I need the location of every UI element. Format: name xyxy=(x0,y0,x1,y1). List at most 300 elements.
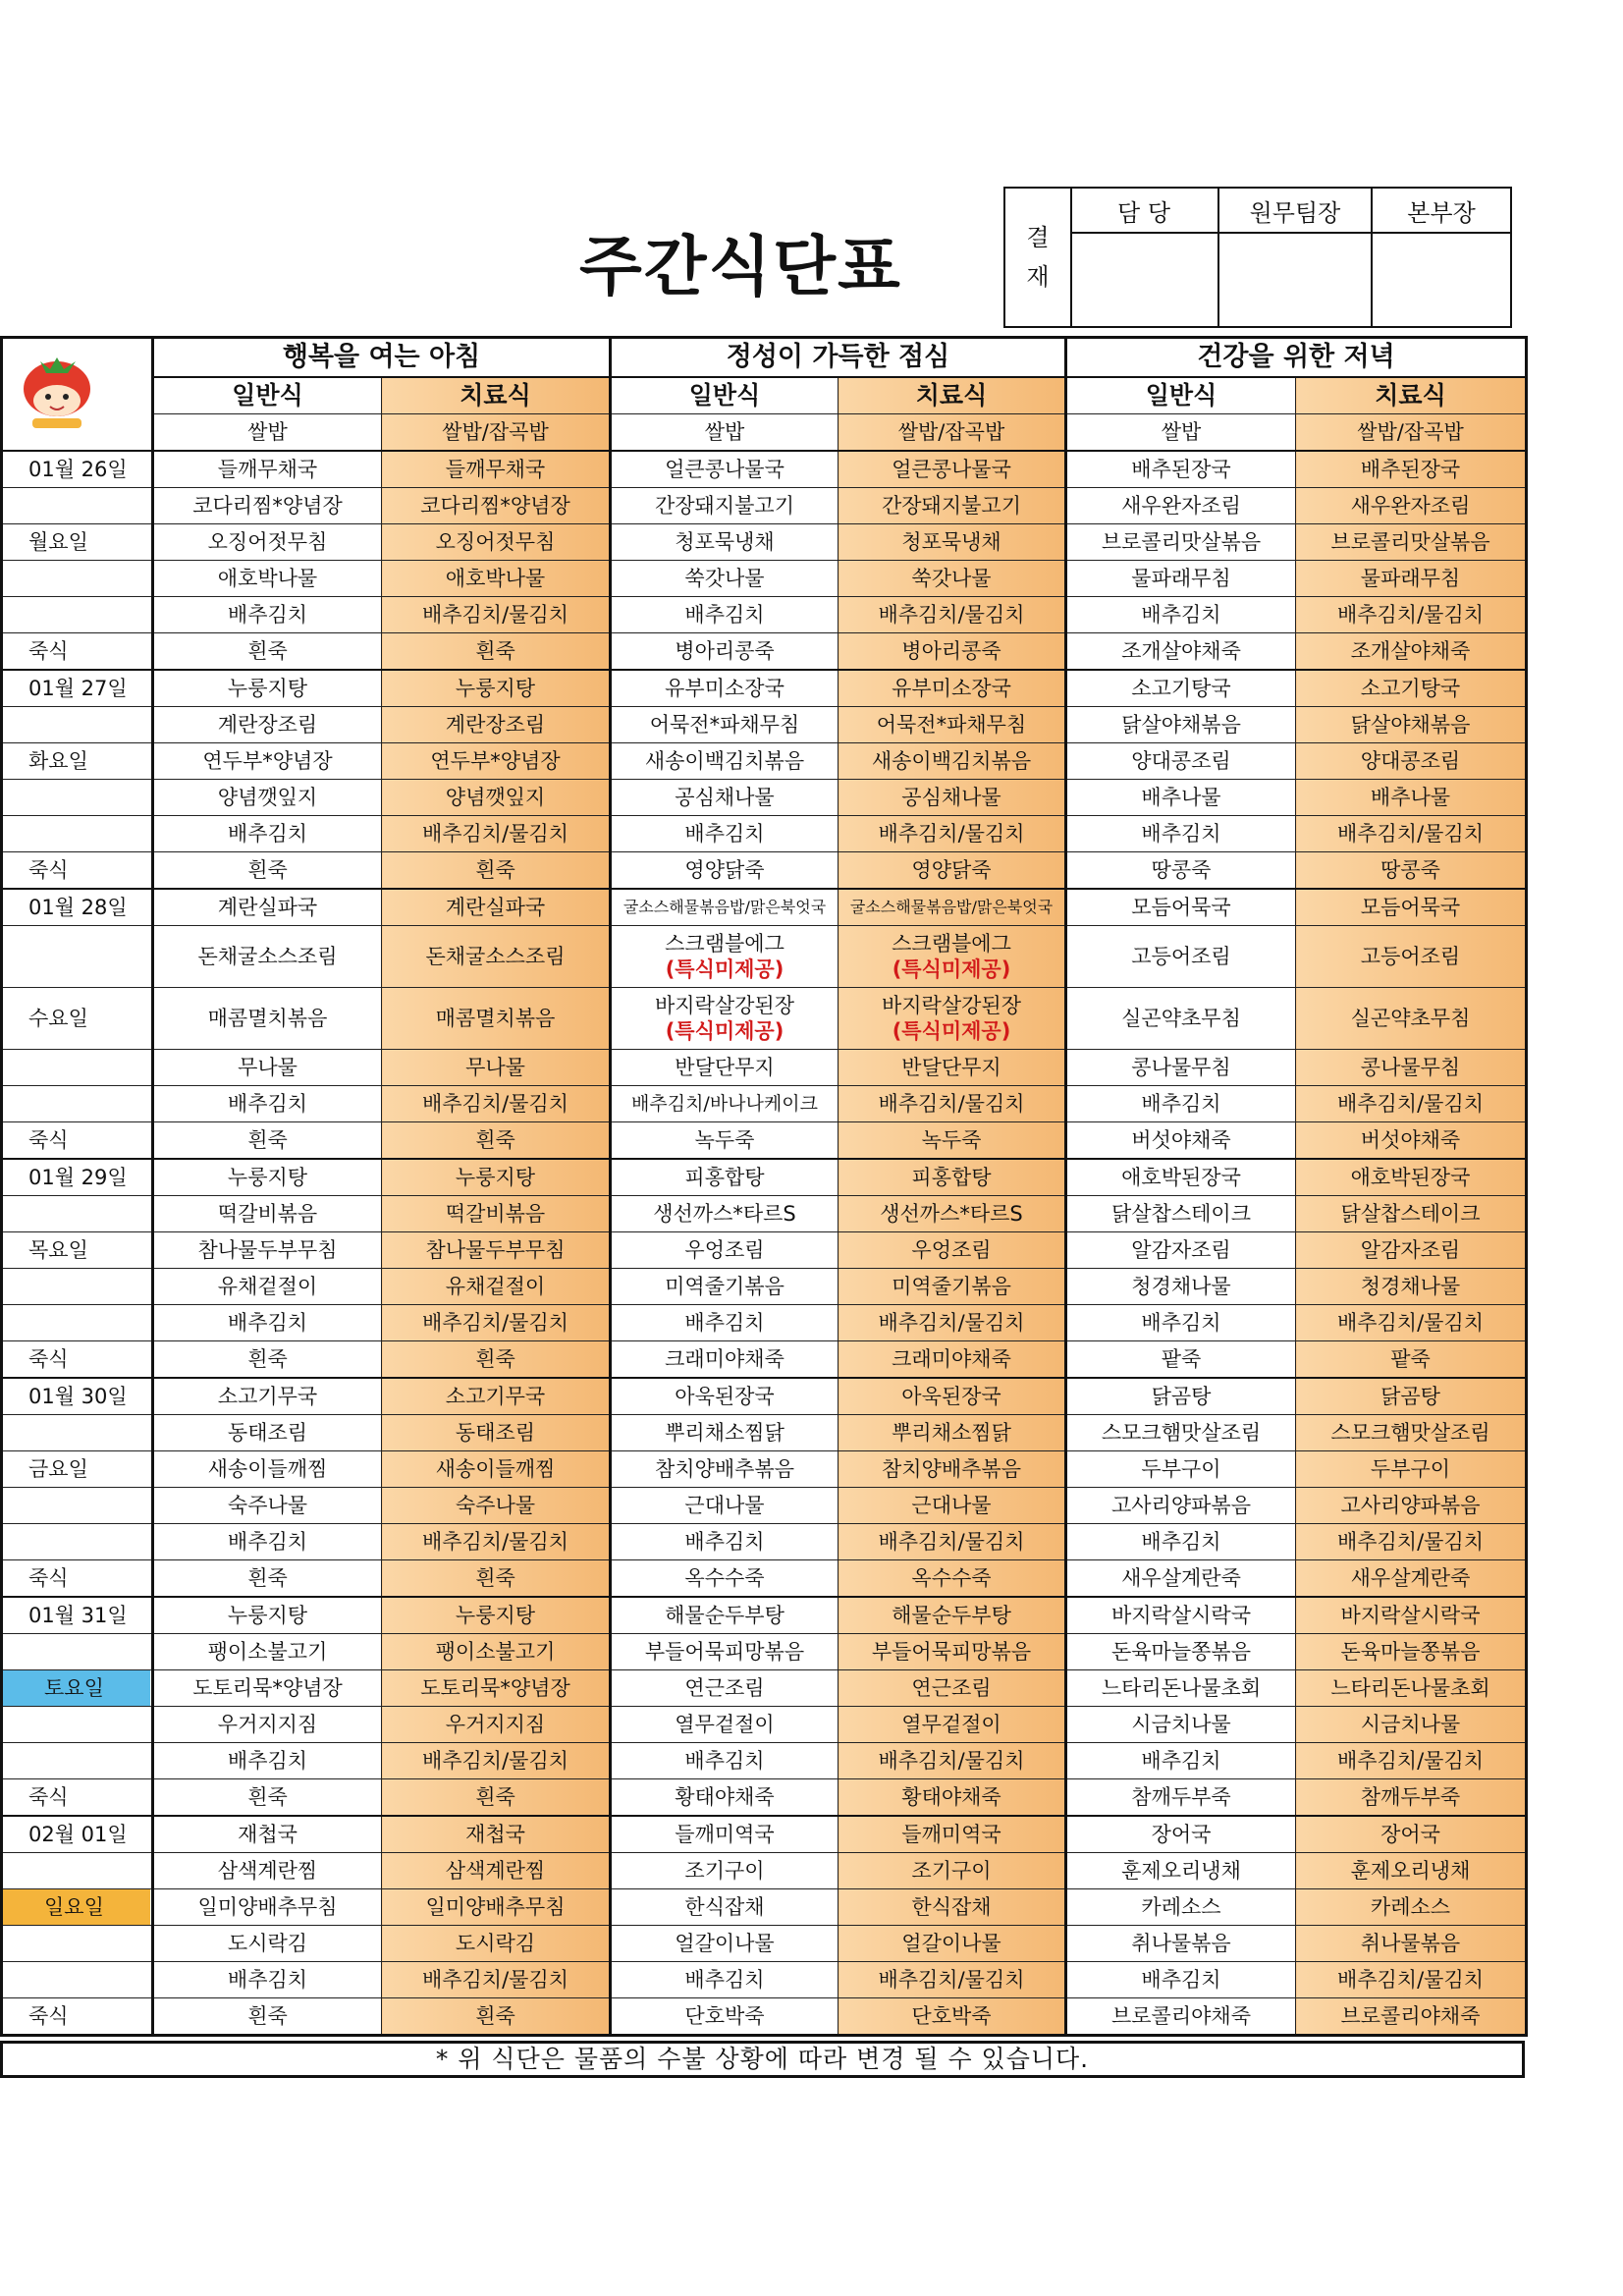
menu-cell: 배추된장국 xyxy=(1296,451,1527,488)
menu-cell: 재첩국 xyxy=(382,1816,611,1853)
type-general: 일반식 xyxy=(611,377,839,414)
tomato-mascot-icon xyxy=(3,340,111,438)
menu-cell: 버섯야채죽 xyxy=(1296,1122,1527,1160)
menu-cell: 어묵전*파채무침 xyxy=(839,707,1066,743)
menu-cell: 부들어묵피망볶음 xyxy=(611,1634,839,1670)
menu-cell: 도시락김 xyxy=(382,1926,611,1962)
menu-cell: 장어국 xyxy=(1066,1816,1296,1853)
menu-cell: 닭살찹스테이크 xyxy=(1296,1196,1527,1232)
menu-cell: 얼갈이나물 xyxy=(611,1926,839,1962)
menu-cell: 브로콜리야채죽 xyxy=(1066,1998,1296,2036)
menu-cell: 양대콩조림 xyxy=(1066,743,1296,780)
menu-cell: 닭살찹스테이크 xyxy=(1066,1196,1296,1232)
menu-cell: 배추김치 xyxy=(611,816,839,852)
day-date: 01월 28일 xyxy=(2,889,153,926)
type-general: 일반식 xyxy=(153,377,382,414)
menu-cell: 모듬어묵국 xyxy=(1296,889,1527,926)
menu-cell: 유부미소장국 xyxy=(839,670,1066,707)
menu-cell: 어묵전*파채무침 xyxy=(611,707,839,743)
menu-cell: 시금치나물 xyxy=(1296,1707,1527,1743)
menu-cell: 두부구이 xyxy=(1296,1451,1527,1488)
menu-cell: 양대콩조림 xyxy=(1296,743,1527,780)
menu-cell: 흰죽 xyxy=(382,1122,611,1160)
menu-cell: 얼큰콩나물국 xyxy=(839,451,1066,488)
no-special-meal-note: (특식미제공) xyxy=(892,957,1011,981)
rice-general: 쌀밥 xyxy=(611,414,839,452)
menu-cell: 배추김치/물김치 xyxy=(1296,1305,1527,1341)
menu-cell: 새우살계란죽 xyxy=(1066,1560,1296,1598)
menu-cell: 배추김치 xyxy=(611,597,839,633)
menu-cell: 배추김치 xyxy=(153,1086,382,1122)
day-date: 02월 01일 xyxy=(2,1816,153,1853)
rice-general: 쌀밥 xyxy=(1066,414,1296,452)
day-weekday: 수요일 xyxy=(2,988,153,1050)
menu-cell: 뿌리채소찜닭 xyxy=(839,1415,1066,1451)
menu-cell: 팽이소불고기 xyxy=(382,1634,611,1670)
menu-cell: 새송이백김치볶음 xyxy=(611,743,839,780)
menu-cell: 배추김치/물김치 xyxy=(1296,1086,1527,1122)
menu-cell: 동태조림 xyxy=(382,1415,611,1451)
menu-cell: 닭곰탕 xyxy=(1296,1378,1527,1415)
section-lunch: 정성이 가득한 점심 xyxy=(611,338,1066,378)
juk-label: 죽식 xyxy=(2,633,153,671)
approval-col-team-lead: 원무팀장 xyxy=(1219,189,1373,326)
menu-cell: 팥죽 xyxy=(1066,1341,1296,1379)
menu-cell: 배추김치/물김치 xyxy=(839,1743,1066,1779)
menu-cell: 흰죽 xyxy=(153,633,382,671)
menu-cell: 참깨두부죽 xyxy=(1296,1779,1527,1817)
rice-general: 쌀밥 xyxy=(153,414,382,452)
approval-col-manager: 담 당 xyxy=(1070,189,1219,326)
menu-cell: 카레소스 xyxy=(1296,1889,1527,1926)
menu-cell: 고등어조림 xyxy=(1066,926,1296,988)
menu-cell: 한식잡채 xyxy=(611,1889,839,1926)
type-therapy: 치료식 xyxy=(1296,377,1527,414)
menu-cell: 시금치나물 xyxy=(1066,1707,1296,1743)
menu-cell: 돈육마늘쫑볶음 xyxy=(1066,1634,1296,1670)
rice-therapy: 쌀밥/잡곡밥 xyxy=(1296,414,1527,452)
menu-cell: 병아리콩죽 xyxy=(839,633,1066,671)
menu-cell: 일미양배추무침 xyxy=(382,1889,611,1926)
menu-cell: 누룽지탕 xyxy=(382,1159,611,1196)
menu-cell: 연근조림 xyxy=(611,1670,839,1707)
menu-cell: 숙주나물 xyxy=(153,1488,382,1524)
menu-cell: 땅콩죽 xyxy=(1296,852,1527,890)
menu-cell: 스모크햄맛살조림 xyxy=(1066,1415,1296,1451)
menu-cell: 녹두죽 xyxy=(839,1122,1066,1160)
menu-cell: 청경채나물 xyxy=(1066,1269,1296,1305)
menu-cell: 두부구이 xyxy=(1066,1451,1296,1488)
menu-cell: 도토리묵*양념장 xyxy=(153,1670,382,1707)
menu-cell: 흰죽 xyxy=(382,1779,611,1817)
menu-cell: 흰죽 xyxy=(382,633,611,671)
menu-cell: 소고기무국 xyxy=(153,1378,382,1415)
menu-cell: 흰죽 xyxy=(153,1998,382,2036)
menu-cell: 배추김치/물김치 xyxy=(382,816,611,852)
menu-cell: 조개살야채죽 xyxy=(1066,633,1296,671)
menu-cell: 계란실파국 xyxy=(382,889,611,926)
menu-cell: 굴소스해물볶음밥/맑은북엇국 xyxy=(839,889,1066,926)
menu-cell: 알감자조림 xyxy=(1296,1232,1527,1269)
menu-cell: 배추김치 xyxy=(153,1962,382,1998)
menu-cell: 배추김치/물김치 xyxy=(382,1524,611,1560)
menu-cell: 배추김치/물김치 xyxy=(1296,1962,1527,1998)
menu-cell: 공심채나물 xyxy=(839,780,1066,816)
menu-cell: 연두부*양념장 xyxy=(382,743,611,780)
menu-cell: 배추김치 xyxy=(611,1524,839,1560)
menu-cell: 누룽지탕 xyxy=(153,1597,382,1634)
menu-cell: 뿌리채소찜닭 xyxy=(611,1415,839,1451)
menu-cell: 녹두죽 xyxy=(611,1122,839,1160)
section-breakfast: 행복을 여는 아침 xyxy=(153,338,611,378)
menu-cell: 계란실파국 xyxy=(153,889,382,926)
menu-cell: 느타리돈나물초회 xyxy=(1296,1670,1527,1707)
menu-cell: 누룽지탕 xyxy=(153,1159,382,1196)
menu-cell: 배추김치/물김치 xyxy=(382,1962,611,1998)
menu-cell: 삼색계란찜 xyxy=(153,1853,382,1889)
menu-cell: 배추김치 xyxy=(1066,1305,1296,1341)
menu-cell: 조기구이 xyxy=(839,1853,1066,1889)
day-date: 01월 26일 xyxy=(2,451,153,488)
menu-cell: 흰죽 xyxy=(153,1779,382,1817)
menu-cell: 배추김치/물김치 xyxy=(839,1086,1066,1122)
menu-cell: 들깨미역국 xyxy=(611,1816,839,1853)
section-dinner: 건강을 위한 저녁 xyxy=(1066,338,1527,378)
menu-cell: 흰죽 xyxy=(382,1998,611,2036)
menu-cell-with-note: 스크램블에그 (특식미제공) xyxy=(839,926,1066,988)
menu-cell: 흰죽 xyxy=(153,1122,382,1160)
page-title: 주간식단표 xyxy=(579,229,902,304)
menu-cell: 조기구이 xyxy=(611,1853,839,1889)
menu-cell: 새송이들깨찜 xyxy=(153,1451,382,1488)
menu-cell: 브로콜리맛살볶음 xyxy=(1066,524,1296,561)
menu-cell: 매콤멸치볶음 xyxy=(382,988,611,1050)
menu-cell: 애호박된장국 xyxy=(1066,1159,1296,1196)
menu-cell: 배추김치/물김치 xyxy=(1296,1743,1527,1779)
menu-cell: 취나물볶음 xyxy=(1066,1926,1296,1962)
menu-cell: 고등어조림 xyxy=(1296,926,1527,988)
day-date: 01월 29일 xyxy=(2,1159,153,1196)
approval-col-director: 본부장 xyxy=(1373,189,1510,326)
menu-cell: 간장돼지불고기 xyxy=(611,488,839,524)
menu-cell: 닭곰탕 xyxy=(1066,1378,1296,1415)
juk-label: 죽식 xyxy=(2,852,153,890)
menu-cell: 피홍합탕 xyxy=(611,1159,839,1196)
menu-cell: 바지락살시락국 xyxy=(1066,1597,1296,1634)
menu-cell: 흰죽 xyxy=(153,1560,382,1598)
menu-cell: 소고기탕국 xyxy=(1296,670,1527,707)
menu-cell: 배추김치 xyxy=(153,597,382,633)
menu-cell: 해물순두부탕 xyxy=(611,1597,839,1634)
menu-cell: 영양닭죽 xyxy=(839,852,1066,890)
menu-cell: 재첩국 xyxy=(153,1816,382,1853)
menu-cell: 배추김치/물김치 xyxy=(1296,1524,1527,1560)
menu-cell: 숙주나물 xyxy=(382,1488,611,1524)
menu-cell: 청포묵냉채 xyxy=(839,524,1066,561)
menu-cell: 배추김치 xyxy=(611,1743,839,1779)
menu-cell: 굴소스해물볶음밥/맑은북엇국 xyxy=(611,889,839,926)
juk-label: 죽식 xyxy=(2,1560,153,1598)
menu-cell: 닭살야채볶음 xyxy=(1066,707,1296,743)
menu-cell: 배추김치 xyxy=(1066,1962,1296,1998)
menu-cell: 배추김치 xyxy=(1066,597,1296,633)
menu-cell: 단호박죽 xyxy=(839,1998,1066,2036)
menu-cell: 참나물두부무침 xyxy=(382,1232,611,1269)
menu-cell: 모듬어묵국 xyxy=(1066,889,1296,926)
menu-cell: 애호박나물 xyxy=(382,561,611,597)
menu-cell: 오징어젓무침 xyxy=(153,524,382,561)
menu-cell: 얼큰콩나물국 xyxy=(611,451,839,488)
menu-cell: 계란장조림 xyxy=(153,707,382,743)
menu-cell: 우엉조림 xyxy=(839,1232,1066,1269)
day-weekday-saturday: 토요일 xyxy=(3,1670,150,1706)
menu-cell: 미역줄기볶음 xyxy=(839,1269,1066,1305)
menu-cell: 무나물 xyxy=(382,1050,611,1086)
menu-cell: 한식잡채 xyxy=(839,1889,1066,1926)
menu-cell: 우거지지짐 xyxy=(153,1707,382,1743)
menu-cell: 브로콜리맛살볶음 xyxy=(1296,524,1527,561)
menu-cell: 소고기무국 xyxy=(382,1378,611,1415)
menu-cell: 얼갈이나물 xyxy=(839,1926,1066,1962)
menu-cell: 황태야채죽 xyxy=(839,1779,1066,1817)
menu-cell: 배추김치/물김치 xyxy=(839,597,1066,633)
no-special-meal-note: (특식미제공) xyxy=(892,1019,1011,1043)
juk-label: 죽식 xyxy=(2,1998,153,2036)
menu-cell: 매콤멸치볶음 xyxy=(153,988,382,1050)
juk-label: 죽식 xyxy=(2,1122,153,1160)
menu-cell: 배추나물 xyxy=(1296,780,1527,816)
type-therapy: 치료식 xyxy=(382,377,611,414)
menu-cell: 버섯야채죽 xyxy=(1066,1122,1296,1160)
menu-cell: 카레소스 xyxy=(1066,1889,1296,1926)
menu-cell: 옥수수죽 xyxy=(611,1560,839,1598)
menu-cell: 느타리돈나물초회 xyxy=(1066,1670,1296,1707)
menu-cell: 배추김치 xyxy=(611,1962,839,1998)
menu-cell: 배추김치 xyxy=(1066,1524,1296,1560)
menu-cell: 닭살야채볶음 xyxy=(1296,707,1527,743)
menu-cell: 실곤약초무침 xyxy=(1296,988,1527,1050)
menu-cell: 영양닭죽 xyxy=(611,852,839,890)
menu-cell: 누룽지탕 xyxy=(382,670,611,707)
menu-cell: 흰죽 xyxy=(153,852,382,890)
menu-cell: 실곤약초무침 xyxy=(1066,988,1296,1050)
menu-cell: 배추김치/물김치 xyxy=(839,1305,1066,1341)
menu-cell-with-note: 바지락살강된장 (특식미제공) xyxy=(611,988,839,1050)
menu-cell: 물파래무침 xyxy=(1296,561,1527,597)
menu-cell: 생선까스*타르S xyxy=(611,1196,839,1232)
menu-cell: 배추김치/물김치 xyxy=(1296,597,1527,633)
menu-cell: 옥수수죽 xyxy=(839,1560,1066,1598)
menu-cell: 쑥갓나물 xyxy=(611,561,839,597)
day-weekday: 금요일 xyxy=(2,1451,153,1488)
menu-cell: 청포묵냉채 xyxy=(611,524,839,561)
menu-cell: 황태야채죽 xyxy=(611,1779,839,1817)
menu-cell: 쑥갓나물 xyxy=(839,561,1066,597)
menu-cell: 알감자조림 xyxy=(1066,1232,1296,1269)
menu-cell: 누룽지탕 xyxy=(153,670,382,707)
menu-cell: 소고기탕국 xyxy=(1066,670,1296,707)
menu-cell: 크래미야채죽 xyxy=(839,1341,1066,1379)
menu-cell: 피홍합탕 xyxy=(839,1159,1066,1196)
menu-cell: 우엉조림 xyxy=(611,1232,839,1269)
menu-cell: 크래미야채죽 xyxy=(611,1341,839,1379)
menu-cell: 아욱된장국 xyxy=(839,1378,1066,1415)
menu-cell: 배추김치 xyxy=(1066,1743,1296,1779)
menu-cell: 배추김치/물김치 xyxy=(839,1962,1066,1998)
menu-cell: 배추김치/물김치 xyxy=(382,1086,611,1122)
menu-cell: 고사리양파볶음 xyxy=(1066,1488,1296,1524)
menu-cell: 들깨무채국 xyxy=(153,451,382,488)
menu-cell: 반달단무지 xyxy=(611,1050,839,1086)
menu-cell: 들깨무채국 xyxy=(382,451,611,488)
menu-cell: 브로콜리야채죽 xyxy=(1296,1998,1527,2036)
menu-cell: 배추김치 xyxy=(153,1305,382,1341)
menu-cell: 배추김치/물김치 xyxy=(382,1743,611,1779)
approval-label: 결 재 xyxy=(1005,189,1072,326)
day-date: 01월 27일 xyxy=(2,670,153,707)
menu-cell: 떡갈비볶음 xyxy=(382,1196,611,1232)
menu-cell: 팽이소불고기 xyxy=(153,1634,382,1670)
mascot-logo xyxy=(2,338,153,452)
day-date: 01월 31일 xyxy=(2,1597,153,1634)
menu-cell: 배추김치 xyxy=(153,1524,382,1560)
menu-cell: 새우살계란죽 xyxy=(1296,1560,1527,1598)
menu-cell: 애호박된장국 xyxy=(1296,1159,1527,1196)
menu-cell: 콩나물무침 xyxy=(1066,1050,1296,1086)
menu-cell: 동태조림 xyxy=(153,1415,382,1451)
menu-cell: 연근조림 xyxy=(839,1670,1066,1707)
menu-cell: 배추김치/바나나케이크 xyxy=(611,1086,839,1122)
menu-cell: 코다리찜*양념장 xyxy=(382,488,611,524)
menu-cell: 돈육마늘쫑볶음 xyxy=(1296,1634,1527,1670)
menu-cell: 배추김치 xyxy=(153,1743,382,1779)
menu-cell: 흰죽 xyxy=(382,1560,611,1598)
menu-cell: 미역줄기볶음 xyxy=(611,1269,839,1305)
menu-cell: 콩나물무침 xyxy=(1296,1050,1527,1086)
menu-cell: 참깨두부죽 xyxy=(1066,1779,1296,1817)
menu-cell: 새송이백김치볶음 xyxy=(839,743,1066,780)
menu-cell: 애호박나물 xyxy=(153,561,382,597)
no-special-meal-note: (특식미제공) xyxy=(665,957,784,981)
menu-cell: 공심채나물 xyxy=(611,780,839,816)
menu-cell: 훈제오리냉채 xyxy=(1296,1853,1527,1889)
menu-cell: 바지락살시락국 xyxy=(1296,1597,1527,1634)
menu-cell: 양념깻잎지 xyxy=(382,780,611,816)
menu-cell: 스모크햄맛살조림 xyxy=(1296,1415,1527,1451)
menu-cell: 참나물두부무침 xyxy=(153,1232,382,1269)
menu-cell: 새송이들깨찜 xyxy=(382,1451,611,1488)
menu-cell: 해물순두부탕 xyxy=(839,1597,1066,1634)
menu-cell: 열무겉절이 xyxy=(611,1707,839,1743)
type-therapy: 치료식 xyxy=(839,377,1066,414)
menu-cell: 배추김치 xyxy=(1066,816,1296,852)
menu-cell: 유부미소장국 xyxy=(611,670,839,707)
menu-cell: 고사리양파볶음 xyxy=(1296,1488,1527,1524)
menu-cell: 새우완자조림 xyxy=(1066,488,1296,524)
rice-therapy: 쌀밥/잡곡밥 xyxy=(382,414,611,452)
menu-cell: 배추김치/물김치 xyxy=(839,816,1066,852)
menu-cell: 배추나물 xyxy=(1066,780,1296,816)
juk-label: 죽식 xyxy=(2,1341,153,1379)
menu-cell: 팥죽 xyxy=(1296,1341,1527,1379)
menu-cell: 연두부*양념장 xyxy=(153,743,382,780)
weekly-menu-table xyxy=(0,336,1528,2037)
menu-cell: 일미양배추무침 xyxy=(153,1889,382,1926)
menu-cell-with-note: 바지락살강된장 (특식미제공) xyxy=(839,988,1066,1050)
footer-notice: * 위 식단은 물품의 수불 상황에 따라 변경 될 수 있습니다. xyxy=(0,2041,1525,2078)
menu-cell: 도시락김 xyxy=(153,1926,382,1962)
day-date: 01월 30일 xyxy=(2,1378,153,1415)
menu-cell: 유채겉절이 xyxy=(153,1269,382,1305)
menu-cell: 들깨미역국 xyxy=(839,1816,1066,1853)
type-general: 일반식 xyxy=(1066,377,1296,414)
menu-cell: 배추김치/물김치 xyxy=(382,1305,611,1341)
approval-box xyxy=(1003,187,1512,328)
menu-cell: 돈채굴소스조림 xyxy=(153,926,382,988)
menu-cell: 유채겉절이 xyxy=(382,1269,611,1305)
menu-cell: 열무겉절이 xyxy=(839,1707,1066,1743)
menu-cell: 조개살야채죽 xyxy=(1296,633,1527,671)
menu-cell: 취나물볶음 xyxy=(1296,1926,1527,1962)
menu-cell: 배추된장국 xyxy=(1066,451,1296,488)
juk-label: 죽식 xyxy=(2,1779,153,1817)
menu-cell: 누룽지탕 xyxy=(382,1597,611,1634)
day-weekday: 목요일 xyxy=(2,1232,153,1269)
menu-cell: 돈채굴소스조림 xyxy=(382,926,611,988)
menu-cell: 병아리콩죽 xyxy=(611,633,839,671)
menu-cell: 반달단무지 xyxy=(839,1050,1066,1086)
menu-cell: 훈제오리냉채 xyxy=(1066,1853,1296,1889)
menu-cell: 단호박죽 xyxy=(611,1998,839,2036)
menu-cell: 흰죽 xyxy=(382,852,611,890)
menu-cell: 부들어묵피망볶음 xyxy=(839,1634,1066,1670)
menu-cell: 물파래무침 xyxy=(1066,561,1296,597)
menu-cell: 흰죽 xyxy=(382,1341,611,1379)
no-special-meal-note: (특식미제공) xyxy=(665,1019,784,1043)
menu-cell: 새우완자조림 xyxy=(1296,488,1527,524)
menu-cell: 삼색계란찜 xyxy=(382,1853,611,1889)
menu-cell: 참치양배추볶음 xyxy=(611,1451,839,1488)
menu-cell: 청경채나물 xyxy=(1296,1269,1527,1305)
menu-cell: 배추김치/물김치 xyxy=(1296,816,1527,852)
menu-cell: 간장돼지불고기 xyxy=(839,488,1066,524)
menu-cell: 배추김치 xyxy=(611,1305,839,1341)
day-weekday: 월요일 xyxy=(2,524,153,561)
menu-cell: 계란장조림 xyxy=(382,707,611,743)
menu-cell: 아욱된장국 xyxy=(611,1378,839,1415)
menu-cell: 흰죽 xyxy=(153,1341,382,1379)
menu-cell: 도토리묵*양념장 xyxy=(382,1670,611,1707)
menu-cell-with-note: 스크램블에그 (특식미제공) xyxy=(611,926,839,988)
menu-cell: 땅콩죽 xyxy=(1066,852,1296,890)
rice-therapy: 쌀밥/잡곡밥 xyxy=(839,414,1066,452)
menu-cell: 생선까스*타르S xyxy=(839,1196,1066,1232)
menu-cell: 배추김치 xyxy=(153,816,382,852)
menu-cell: 배추김치/물김치 xyxy=(382,597,611,633)
day-weekday-sunday: 일요일 xyxy=(3,1889,150,1925)
menu-cell: 참치양배추볶음 xyxy=(839,1451,1066,1488)
menu-cell: 오징어젓무침 xyxy=(382,524,611,561)
menu-cell: 우거지지짐 xyxy=(382,1707,611,1743)
menu-cell: 배추김치 xyxy=(1066,1086,1296,1122)
menu-cell: 코다리찜*양념장 xyxy=(153,488,382,524)
menu-cell: 장어국 xyxy=(1296,1816,1527,1853)
menu-cell: 배추김치/물김치 xyxy=(839,1524,1066,1560)
menu-cell: 떡갈비볶음 xyxy=(153,1196,382,1232)
day-weekday: 화요일 xyxy=(2,743,153,780)
menu-cell: 근대나물 xyxy=(839,1488,1066,1524)
menu-cell: 양념깻잎지 xyxy=(153,780,382,816)
